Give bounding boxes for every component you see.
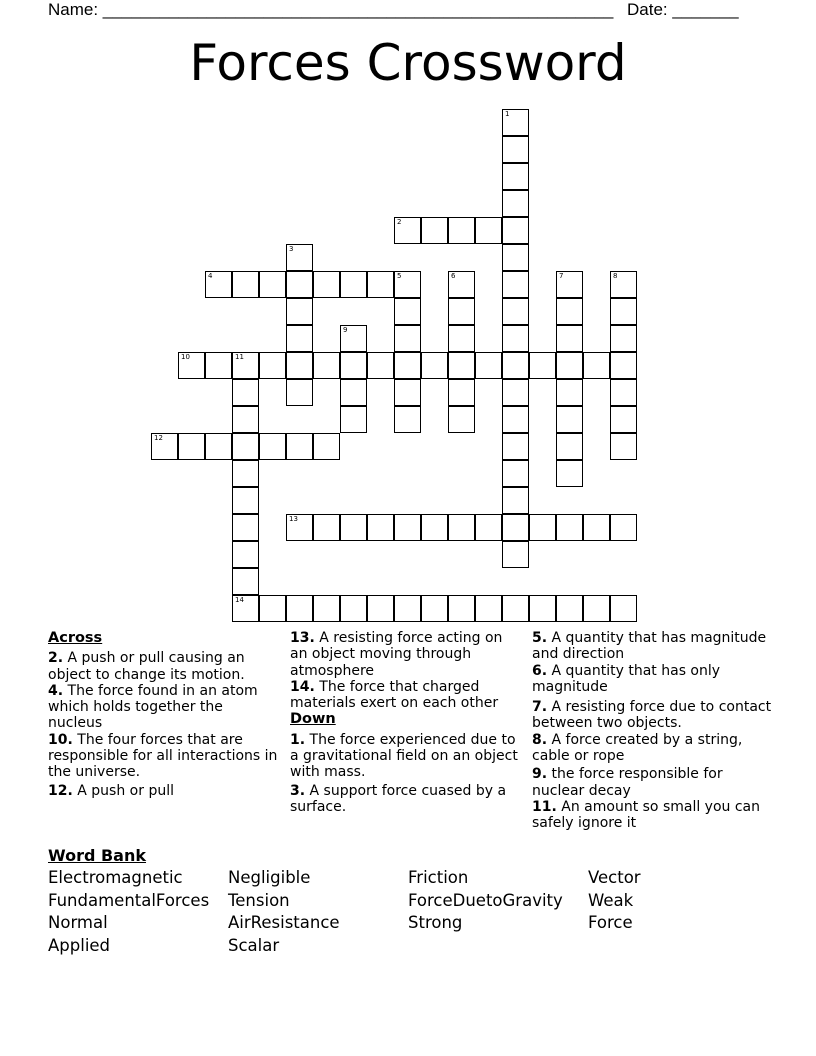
grid-cell[interactable] [502, 217, 529, 244]
grid-cell[interactable] [340, 379, 367, 406]
grid-cell[interactable] [502, 244, 529, 271]
grid-cell[interactable] [259, 595, 286, 622]
clue-column-2 [290, 630, 522, 815]
grid-cell[interactable] [313, 595, 340, 622]
grid-cell[interactable] [394, 379, 421, 406]
grid-cell[interactable] [286, 325, 313, 352]
word-bank-item: Negligible [228, 868, 311, 887]
grid-cell[interactable] [232, 352, 259, 379]
grid-cell[interactable] [394, 271, 421, 298]
word-bank-item: Scalar [228, 936, 280, 956]
grid-cell[interactable] [421, 595, 448, 622]
name-line: Name: ______________________________________________________ [48, 0, 614, 19]
grid-cell[interactable] [340, 325, 367, 352]
grid-cell[interactable] [205, 433, 232, 460]
clue-number: 3 [289, 245, 294, 253]
grid-cell[interactable] [610, 325, 637, 352]
word-bank-item: Applied [48, 936, 111, 956]
clue-number: 5 [397, 272, 402, 280]
clue-across-13: 13. A resisting force acting on an object moving through atmosphere [290, 630, 503, 679]
clue-number: 14 [235, 596, 244, 604]
grid-cell[interactable] [340, 514, 367, 541]
grid-cell[interactable] [340, 271, 367, 298]
grid-cell[interactable] [286, 595, 313, 622]
grid-cell[interactable] [394, 352, 421, 379]
clue-column-3 [532, 630, 772, 832]
grid-cell[interactable] [556, 460, 583, 487]
clue-number: 9 [343, 326, 348, 334]
clue-down-3: 3. A support force cuased by a surface. [290, 782, 507, 815]
clue-number: 7 [559, 272, 564, 280]
grid-cell[interactable] [286, 379, 313, 406]
clue-down-11: 11. An amount so small you can safely ignore it [532, 798, 761, 832]
grid-cell[interactable] [475, 595, 502, 622]
grid-cell[interactable] [448, 595, 475, 622]
grid-cell[interactable] [583, 352, 610, 379]
grid-cell[interactable] [610, 379, 637, 406]
grid-cell[interactable] [232, 595, 259, 622]
grid-cell[interactable] [205, 271, 232, 298]
clue-down-5: 5. A quantity that has magnitude and direction [532, 630, 767, 663]
clue-down-1: 1. The force experienced due to a gravitational field on an object with mass. [290, 731, 518, 781]
grid-cell[interactable] [556, 298, 583, 325]
clue-down-9: 9. the force responsible for nuclear decay [532, 766, 723, 799]
grid-cell[interactable] [232, 541, 259, 568]
grid-cell[interactable] [232, 487, 259, 514]
grid-cell[interactable] [583, 514, 610, 541]
grid-cell[interactable] [367, 514, 394, 541]
word-bank-item: FundamentalForces [48, 890, 210, 910]
grid-cell[interactable] [394, 298, 421, 325]
grid-cell[interactable] [394, 217, 421, 244]
grid-cell[interactable] [232, 514, 259, 541]
clue-number: 11 [235, 353, 244, 361]
grid-cell[interactable] [421, 352, 448, 379]
grid-cell[interactable] [610, 433, 637, 460]
grid-cell[interactable] [394, 406, 421, 433]
down-heading: Down [290, 711, 336, 728]
grid-cell[interactable] [259, 271, 286, 298]
grid-cell[interactable] [448, 217, 475, 244]
grid-cell[interactable] [313, 271, 340, 298]
grid-cell[interactable] [502, 541, 529, 568]
word-bank-item: Tension [228, 890, 290, 910]
grid-cell[interactable] [502, 595, 529, 622]
grid-cell[interactable] [556, 379, 583, 406]
page-title: Forces Crossword [189, 34, 627, 92]
word-bank-item: Weak [588, 890, 634, 910]
grid-cell[interactable] [610, 271, 637, 298]
grid-cell[interactable] [610, 514, 637, 541]
clue-down-6: 6. A quantity that has only magnitude [532, 662, 721, 695]
clue-across-10: 10. The four forces that are responsible for all interactions in the universe. [48, 731, 278, 781]
grid-cell[interactable] [502, 136, 529, 163]
word-bank-item: Strong [408, 913, 463, 933]
clue-number: 2 [397, 218, 402, 226]
grid-cell[interactable] [286, 298, 313, 325]
grid-cell[interactable] [556, 271, 583, 298]
grid-cell[interactable] [232, 460, 259, 487]
grid-cell[interactable] [367, 595, 394, 622]
grid-cell[interactable] [556, 595, 583, 622]
grid-cell[interactable] [232, 379, 259, 406]
grid-cell[interactable] [286, 514, 313, 541]
grid-cell[interactable] [502, 271, 529, 298]
clue-across-12: 12. A push or pull [48, 782, 174, 799]
grid-cell[interactable] [610, 352, 637, 379]
grid-cell[interactable] [394, 595, 421, 622]
grid-cell[interactable] [502, 379, 529, 406]
grid-cell[interactable] [502, 190, 529, 217]
clue-number: 12 [154, 434, 163, 442]
grid-cell[interactable] [421, 217, 448, 244]
grid-cell[interactable] [394, 325, 421, 352]
grid-cell[interactable] [286, 271, 313, 298]
grid-cell[interactable] [502, 352, 529, 379]
clue-number: 6 [451, 272, 456, 280]
word-bank-item: ForceDuetoGravity [408, 890, 563, 910]
grid-cell[interactable] [502, 109, 529, 136]
clue-number: 13 [289, 515, 298, 523]
grid-cell[interactable] [448, 406, 475, 433]
grid-cell[interactable] [556, 352, 583, 379]
clue-down-8: 8. A force created by a string, cable or rope [532, 731, 743, 765]
grid-cell[interactable] [232, 568, 259, 595]
grid-cell[interactable] [151, 433, 178, 460]
grid-cell[interactable] [448, 271, 475, 298]
clue-number: 10 [181, 353, 190, 361]
word-bank-item: Normal [48, 913, 108, 933]
grid-cell[interactable] [475, 352, 502, 379]
clue-number: 8 [613, 272, 618, 280]
grid-cell[interactable] [475, 217, 502, 244]
clue-number: 4 [208, 272, 213, 280]
date-line: Date: _______ [627, 0, 739, 19]
clue-down-7: 7. A resisting force due to contact between two objects. [532, 699, 772, 732]
word-bank-item: Force [588, 913, 633, 933]
grid-cell[interactable] [502, 460, 529, 487]
grid-cell[interactable] [583, 595, 610, 622]
grid-cell[interactable] [610, 406, 637, 433]
grid-cell[interactable] [178, 433, 205, 460]
grid-cell[interactable] [502, 433, 529, 460]
grid-cell[interactable] [448, 379, 475, 406]
clue-across-14: 14. The force that charged materials exert on each other [290, 678, 499, 712]
grid-cell[interactable] [502, 298, 529, 325]
grid-cell[interactable] [286, 352, 313, 379]
grid-cell[interactable] [313, 433, 340, 460]
across-heading: Across [48, 630, 103, 646]
word-bank-item: AirResistance [228, 913, 340, 933]
grid-cell[interactable] [178, 352, 205, 379]
grid-cell[interactable] [502, 514, 529, 541]
grid-cell[interactable] [259, 352, 286, 379]
grid-cell[interactable] [610, 595, 637, 622]
grid-cell[interactable] [502, 406, 529, 433]
grid-cell[interactable] [259, 433, 286, 460]
grid-cell[interactable] [556, 406, 583, 433]
clue-column-1 [48, 630, 280, 799]
grid-cell[interactable] [448, 514, 475, 541]
grid-cell[interactable] [556, 325, 583, 352]
word-bank-item: Electromagnetic [48, 868, 183, 887]
grid-cell[interactable] [529, 352, 556, 379]
grid-cell[interactable] [367, 352, 394, 379]
grid-cell[interactable] [232, 433, 259, 460]
grid-cell[interactable] [367, 271, 394, 298]
grid-cell[interactable] [475, 514, 502, 541]
grid-cell[interactable] [340, 406, 367, 433]
grid-cell[interactable] [340, 595, 367, 622]
clue-number: 1 [505, 110, 510, 118]
grid-cell[interactable] [502, 325, 529, 352]
word-bank-item: Friction [408, 868, 469, 887]
word-bank-item: Vector [588, 868, 641, 887]
grid-cell[interactable] [610, 298, 637, 325]
grid-cell[interactable] [529, 595, 556, 622]
grid-cell[interactable] [286, 433, 313, 460]
clue-across-4: 4. The force found in an atom which holds together the nucleus [48, 682, 258, 732]
grid-cell[interactable] [313, 514, 340, 541]
grid-cell[interactable] [286, 244, 313, 271]
grid-cell[interactable] [556, 433, 583, 460]
grid-cell[interactable] [502, 487, 529, 514]
grid-cell[interactable] [502, 163, 529, 190]
grid-cell[interactable] [313, 352, 340, 379]
grid-cell[interactable] [448, 325, 475, 352]
grid-cell[interactable] [205, 352, 232, 379]
grid-cell[interactable] [421, 514, 448, 541]
grid-cell[interactable] [448, 352, 475, 379]
grid-cell[interactable] [556, 514, 583, 541]
grid-cell[interactable] [232, 406, 259, 433]
clue-across-2: 2. A push or pull causing an object to change its motion. [48, 650, 245, 683]
grid-cell[interactable] [232, 271, 259, 298]
word-bank-heading: Word Bank [48, 846, 147, 865]
grid-cell[interactable] [448, 298, 475, 325]
grid-cell[interactable] [529, 514, 556, 541]
grid-cell[interactable] [394, 514, 421, 541]
grid-cell[interactable] [340, 352, 367, 379]
